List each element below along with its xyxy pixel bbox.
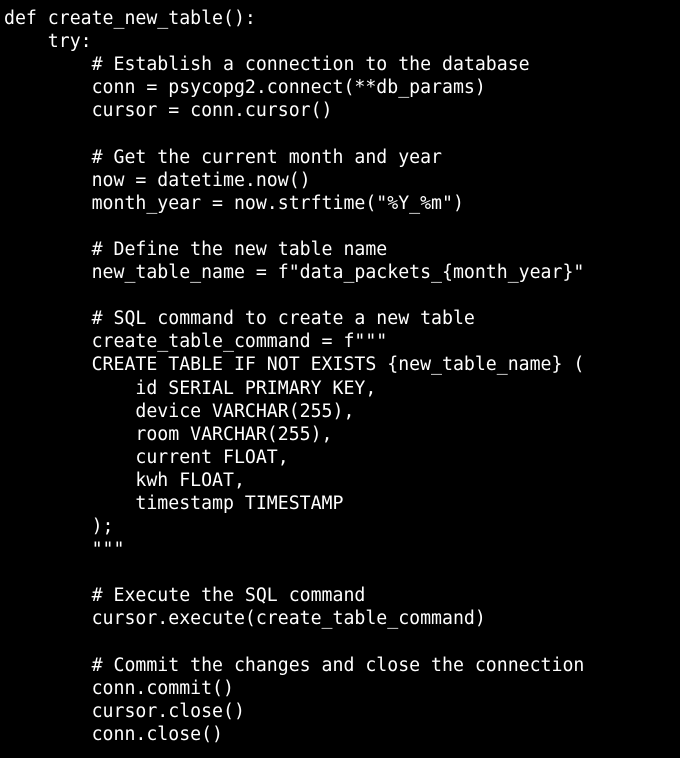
code-line-try: try: [4,31,92,53]
code-line-blank [4,284,680,307]
code-line-col-timestamp: timestamp TIMESTAMP [4,492,344,514]
code-line-comment-execute: # Execute the SQL command [4,585,366,607]
code-line-col-device: device VARCHAR(255), [4,400,355,422]
code-line-cursor: cursor = conn.cursor() [4,100,333,122]
code-line-blank [4,122,680,145]
code-line-blank [4,631,680,654]
code-line-comment-commit: # Commit the changes and close the connection [4,654,585,676]
code-line-comment-sql: # SQL command to create a new table [4,308,475,330]
code-line-close-paren: ); [4,516,114,538]
code-line-now: now = datetime.now() [4,169,311,191]
code-line-close-quotes: """ [4,539,125,561]
code-line-blank [4,561,680,584]
code-line-comment-month: # Get the current month and year [4,146,442,168]
code-line-create-command: create_table_command = f""" [4,331,388,353]
code-line-cursor-close: cursor.close() [4,700,245,722]
code-line-def: def create_new_table(): [4,8,256,29]
code-line-comment-table-name: # Define the new table name [4,238,388,260]
code-line-col-current: current FLOAT, [4,446,289,468]
code-line-conn-close: conn.close() [4,723,223,745]
code-line-col-room: room VARCHAR(255), [4,423,333,445]
code-line-blank [4,215,680,238]
code-line-col-id: id SERIAL PRIMARY KEY, [4,377,377,399]
code-line-commit: conn.commit() [4,677,234,699]
code-line-new-table-name: new_table_name = f"data_packets_{month_year}" [4,262,585,284]
code-line-month-year: month_year = now.strftime("%Y_%m") [4,192,464,214]
code-line-execute: cursor.execute(create_table_command) [4,608,486,630]
code-line-create-table: CREATE TABLE IF NOT EXISTS {new_table_name} ( [4,354,585,376]
code-line-comment-connect: # Establish a connection to the database [4,54,530,76]
code-line-conn: conn = psycopg2.connect(**db_params) [4,77,486,99]
code-line-col-kwh: kwh FLOAT, [4,469,245,491]
